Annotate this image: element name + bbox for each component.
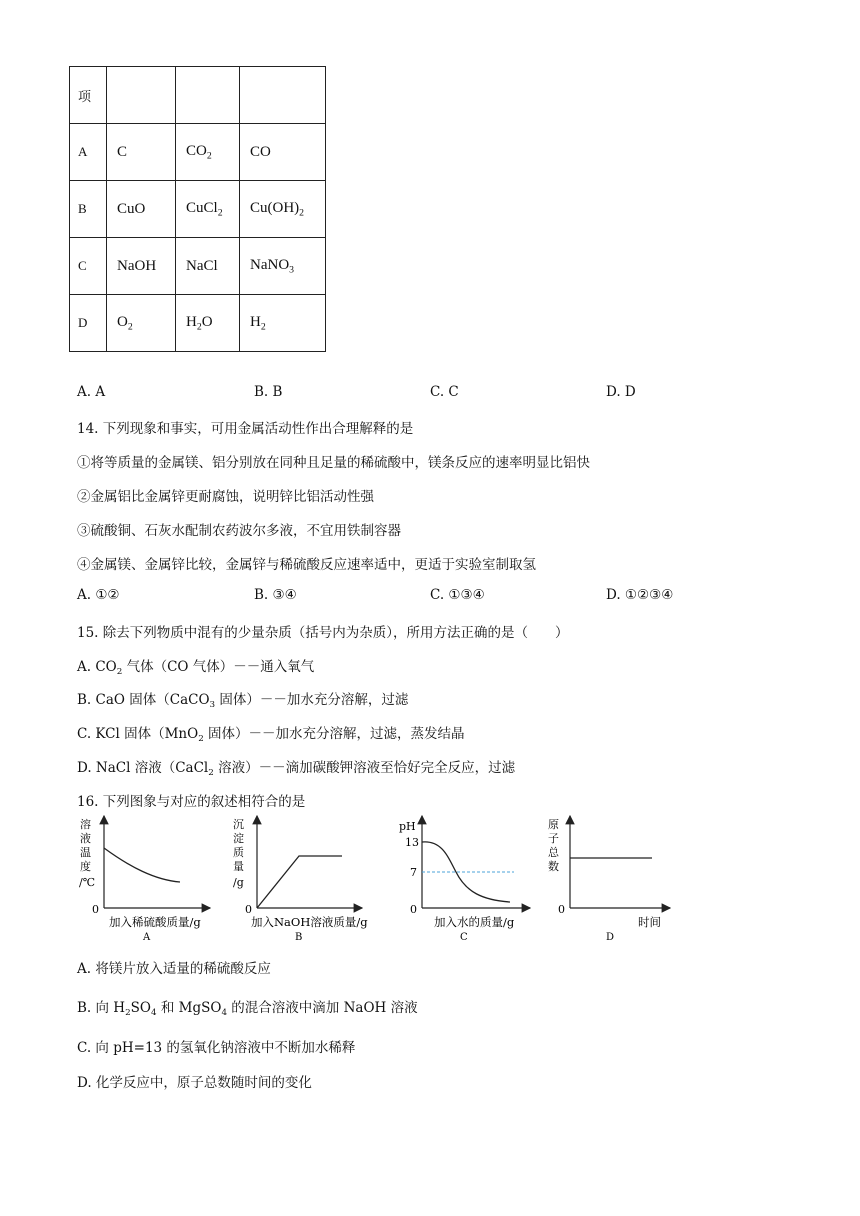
q13-option-d[interactable]: D. D — [606, 384, 636, 400]
q14-item-4: ④金属镁、金属锌比较，金属锌与稀硫酸反应速率适中，更适于实验室制取氢 — [77, 557, 536, 573]
ylabel-b-2: 淀 — [233, 832, 244, 845]
ylabel-d-4: 数 — [548, 860, 559, 873]
ylabel-a-3: 温 — [80, 846, 91, 859]
curve-a — [104, 848, 180, 882]
q16-option-c[interactable]: C. 向 pH=13 的氢氧化钠溶液中不断加水稀释 — [77, 1040, 356, 1056]
table-cell — [107, 67, 176, 124]
q16-option-a[interactable]: A. 将镁片放入适量的稀硫酸反应 — [77, 961, 271, 977]
table-cell: C — [107, 124, 176, 181]
row-key: D — [70, 295, 107, 352]
letter-d: D — [606, 932, 615, 943]
curve-c — [422, 842, 510, 902]
table-row — [70, 124, 326, 181]
table-cell: NaCl — [176, 238, 240, 295]
q15-option-d[interactable]: D. NaCl 溶液（CaCl$_2$ 溶液）－－滴加碳酸钾溶液至恰好完全反应，过滤 — [77, 760, 516, 779]
q16-stem: 16. 下列图象与对应的叙述相符合的是 — [77, 794, 306, 810]
ylabel-b-1: 沉 — [233, 818, 244, 831]
q14-option-a[interactable]: A. ①② — [77, 587, 120, 603]
table-cell: CuO — [107, 181, 176, 238]
tick-13: 13 — [405, 836, 419, 849]
xlabel-c: 加入水的质量/g — [434, 915, 515, 929]
letter-a: A — [143, 932, 151, 943]
ylabel-d-3: 总 — [548, 846, 559, 859]
table-row — [70, 295, 326, 352]
ylabel-c: pH — [399, 820, 416, 833]
q15-stem: 15. 除去下列物质中混有的少量杂质（括号内为杂质），所用方法正确的是（ ） — [77, 625, 569, 641]
table-cell: $H_2$ — [240, 295, 326, 352]
origin-c: 0 — [410, 903, 417, 916]
ylabel-a-5: /℃ — [79, 876, 96, 889]
xlabel-b: 加入NaOH溶液质量/g — [251, 915, 368, 929]
q14-option-d[interactable]: D. ①②③④ — [606, 587, 674, 603]
table-cell: $CO_2$ — [176, 124, 240, 181]
graph-c — [399, 816, 530, 943]
q14-item-3: ③硫酸铜、石灰水配制农药波尔多液，不宜用铁制容器 — [77, 523, 401, 539]
row-key: A — [70, 124, 107, 181]
graph-a — [79, 816, 210, 943]
options-table — [69, 66, 326, 352]
table-cell: 项 — [70, 67, 107, 124]
graph-d — [548, 816, 670, 943]
ylabel-b-3: 质 — [233, 846, 244, 859]
table-cell: CuCl$_2$ — [176, 181, 240, 238]
q14-option-c[interactable]: C. ①③④ — [430, 587, 485, 603]
q15-option-c[interactable]: C. KCl 固体（MnO$_2$ 固体）－－加水充分溶解，过滤，蒸发结晶 — [77, 726, 465, 745]
row-key: C — [70, 238, 107, 295]
q14-item-2: ②金属铝比金属锌更耐腐蚀，说明锌比铝活动性强 — [77, 489, 374, 505]
xlabel-a: 加入稀硫酸质量/g — [109, 915, 201, 929]
q15-option-a[interactable]: A. $CO_2$ 气体（CO 气体）－－通入氧气 — [77, 659, 315, 678]
ylabel-a-2: 液 — [80, 832, 91, 845]
letter-c: C — [460, 932, 468, 943]
graph-b — [233, 816, 368, 943]
ylabel-b-5: /g — [233, 876, 244, 889]
letter-b: B — [295, 932, 303, 943]
table-cell: $Cu(OH)_2$ — [240, 181, 326, 238]
origin-d: 0 — [558, 903, 565, 916]
q16-graphs — [70, 812, 710, 952]
xlabel-d: 时间 — [638, 915, 661, 929]
q14-option-b[interactable]: B. ③④ — [254, 587, 297, 603]
table-cell: NaOH — [107, 238, 176, 295]
ylabel-d-1: 原 — [548, 818, 559, 831]
table-row — [70, 181, 326, 238]
table-cell: CO — [240, 124, 326, 181]
q14-stem: 14. 下列现象和事实，可用金属活动性作出合理解释的是 — [77, 421, 414, 437]
q13-option-b[interactable]: B. B — [254, 384, 283, 400]
q15-option-b[interactable]: B. CaO 固体（CaCO$_3$ 固体）－－加水充分溶解，过滤 — [77, 692, 409, 711]
tick-7: 7 — [410, 866, 417, 879]
origin-a: 0 — [92, 903, 99, 916]
table-cell — [176, 67, 240, 124]
table-header-row — [70, 67, 326, 124]
q14-item-1: ①将等质量的金属镁、铝分别放在同种且足量的稀硫酸中，镁条反应的速率明显比铝快 — [77, 455, 590, 471]
q13-option-c[interactable]: C. C — [430, 384, 459, 400]
q16-option-d[interactable]: D. 化学反应中，原子总数随时间的变化 — [77, 1075, 312, 1091]
table-cell: $O_2$ — [107, 295, 176, 352]
row-key: B — [70, 181, 107, 238]
q13-option-a[interactable]: A. A — [77, 384, 106, 400]
ylabel-a-1: 溶 — [80, 818, 91, 831]
origin-b: 0 — [245, 903, 252, 916]
table-cell — [240, 67, 326, 124]
q16-option-b[interactable]: B. 向 $H_2SO_4$ 和 MgSO$_4$ 的混合溶液中滴加 NaOH 溶液 — [77, 1000, 418, 1019]
table-cell: NaNO$_3$ — [240, 238, 326, 295]
ylabel-a-4: 度 — [80, 860, 91, 873]
table-row — [70, 238, 326, 295]
curve-b — [257, 856, 342, 908]
table-cell: $H_2O$ — [176, 295, 240, 352]
ylabel-b-4: 量 — [233, 860, 244, 873]
ylabel-d-2: 子 — [548, 832, 559, 845]
